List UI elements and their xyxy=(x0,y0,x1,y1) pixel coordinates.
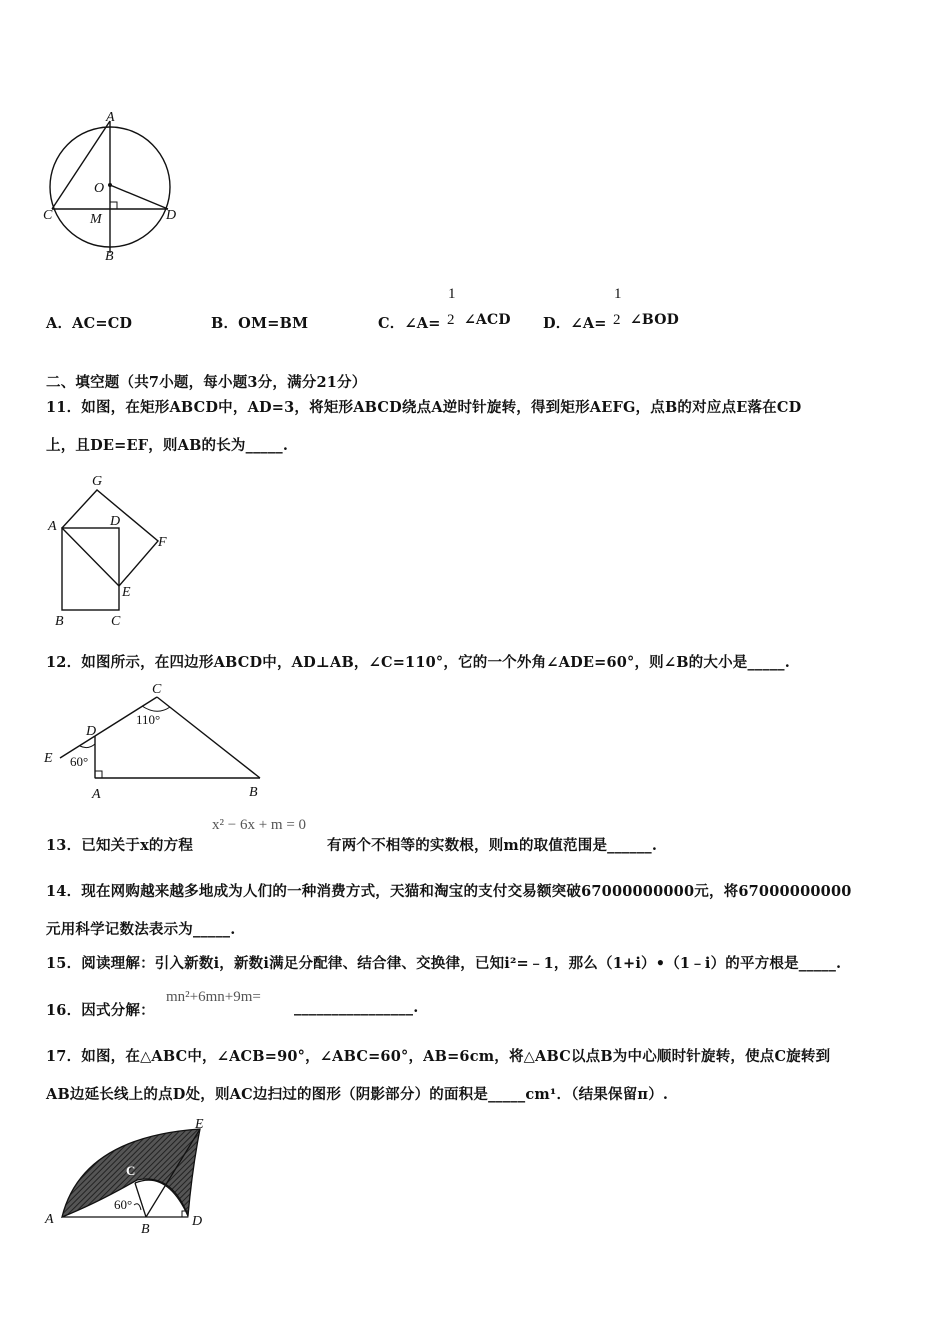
label-e4: E xyxy=(195,1117,204,1132)
label-b: B xyxy=(105,249,114,264)
angle-label: 60° xyxy=(114,1197,133,1212)
option-b[interactable]: B．OM=BM xyxy=(211,315,309,332)
label-b3: B xyxy=(249,785,258,800)
q15-text: 15．阅读理解：引入新数i，新数i满足分配律、结合律、交换律，已知i²=﹣1，那么（1+i）•（1﹣i）的平方根是_____. xyxy=(46,955,842,972)
option-c-suffix: ∠ACD xyxy=(464,312,511,328)
q16-expression: mn²+6mn+9m= xyxy=(166,989,261,1005)
circle-figure xyxy=(42,112,182,262)
label-c: C xyxy=(43,208,53,223)
angle-d-label: 60° xyxy=(70,754,89,769)
label-a: A xyxy=(106,110,115,125)
option-d[interactable] xyxy=(543,312,607,333)
q11-line2: 上，且DE=EF，则AB的长为_____. xyxy=(46,437,289,454)
section-heading: 二、填空题（共7小题，每小题3分，满分21分） xyxy=(46,374,367,391)
q11-line1: 11．如图，在矩形ABCD中，AD=3，将矩形ABCD绕点A逆时针旋转，得到矩形AEFG，点B的对应点E落在CD xyxy=(46,399,802,416)
label-d3: D xyxy=(86,724,97,739)
label-e2: E xyxy=(122,585,131,600)
angle-c-label: 110° xyxy=(136,712,161,727)
option-c[interactable] xyxy=(378,312,441,333)
label-d4: D xyxy=(192,1214,203,1229)
label-d: D xyxy=(166,208,177,223)
q13-suffix: 有两个不相等的实数根，则m的取值范围是______. xyxy=(327,837,658,854)
label-b2: B xyxy=(55,614,64,629)
label-c4: C xyxy=(126,1163,136,1178)
label-c3: C xyxy=(152,682,162,697)
option-d-denominator: 2 xyxy=(613,312,621,328)
label-o: O xyxy=(94,181,105,196)
label-a3: A xyxy=(92,787,101,802)
q17-line2: AB边延长线上的点D处，则AC边扫过的图形（阴影部分）的面积是_____cm¹．（结果保留π）. xyxy=(46,1086,669,1103)
option-d-suffix: ∠BOD xyxy=(630,312,679,328)
quadrilateral-figure xyxy=(42,680,272,805)
q12-text: 12．如图所示，在四边形ABCD中，AD⊥AB，∠C=110°，它的一个外角∠ADE=60°，则∠B的大小是_____. xyxy=(46,654,790,671)
label-f: F xyxy=(158,535,167,550)
option-d-numerator: 1 xyxy=(614,286,622,302)
q13-equation: x² − 6x + m = 0 xyxy=(212,817,307,833)
q14-line1: 14．现在网购越来越多地成为人们的一种消费方式，天猫和淘宝的支付交易额突破67000000000元，将67000000000 xyxy=(46,883,852,900)
option-c-numerator: 1 xyxy=(448,286,456,302)
label-g: G xyxy=(92,474,103,489)
q13-prefix: 13．已知关于x的方程 xyxy=(46,837,194,854)
q16-prefix: 16．因式分解： xyxy=(46,1002,155,1019)
option-c-prefix: C．∠A= xyxy=(378,315,441,332)
label-m: M xyxy=(90,212,102,227)
label-d2: D xyxy=(110,514,121,529)
sector-figure xyxy=(42,1115,217,1235)
q16-suffix: ________________. xyxy=(294,999,419,1016)
option-c-denominator: 2 xyxy=(447,312,455,328)
rectangle-figure xyxy=(44,472,184,632)
label-b4: B xyxy=(141,1222,150,1237)
option-a[interactable]: A．AC=CD xyxy=(46,315,133,332)
label-c2: C xyxy=(111,614,121,629)
label-a4: A xyxy=(45,1212,54,1227)
label-e3: E xyxy=(44,751,53,766)
option-d-prefix: D．∠A= xyxy=(543,315,607,332)
q14-line2: 元用科学记数法表示为_____. xyxy=(46,921,236,938)
label-a2: A xyxy=(48,519,57,534)
q17-line1: 17．如图，在△ABC中，∠ACB=90°，∠ABC=60°，AB=6cm，将△ABC以点B为中心顺时针旋转，使点C旋转到 xyxy=(46,1048,831,1065)
